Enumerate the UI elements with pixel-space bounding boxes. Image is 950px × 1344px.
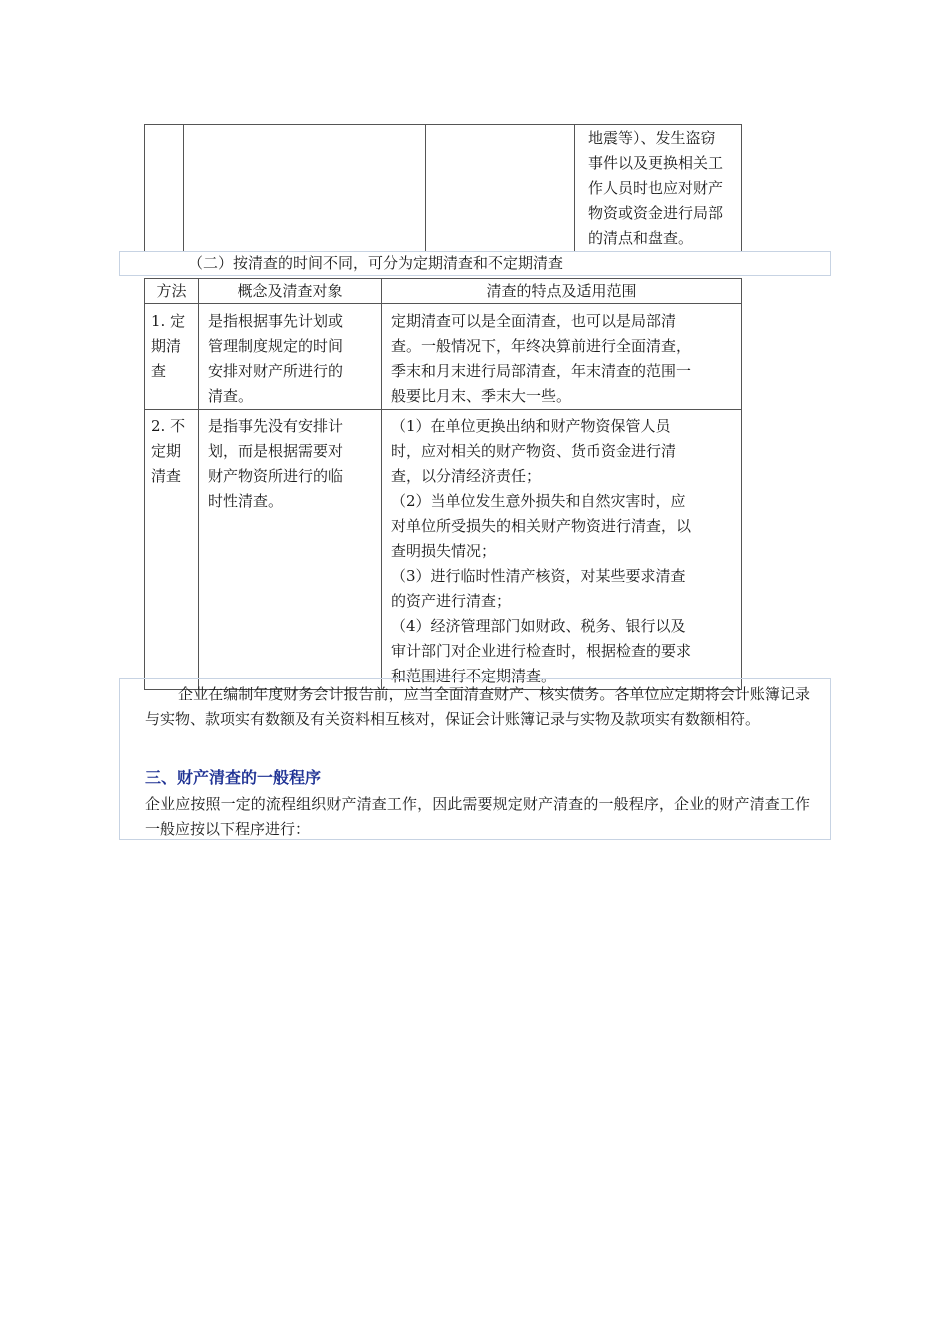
continued-table xyxy=(144,124,742,252)
features-cell xyxy=(382,410,742,690)
method-text: 2. 不 定期 清查 xyxy=(151,417,186,485)
sub-heading: （二）按清查的时间不同，可分为定期清查和不定期清查 xyxy=(188,254,564,272)
empty-cell xyxy=(184,125,426,252)
table-header-row xyxy=(145,279,742,304)
method-cell xyxy=(145,410,199,690)
method-cell xyxy=(145,304,199,410)
continued-text-cell xyxy=(575,125,742,252)
header-concept: 概念及清查对象 xyxy=(199,279,382,304)
table-row xyxy=(145,410,742,690)
concept-cell xyxy=(199,304,382,410)
concept-text: 是指事先没有安排计 划，而是根据需要对 财产物资所进行的临 时性清查。 xyxy=(208,417,344,510)
header-features: 清查的特点及适用范围 xyxy=(382,279,742,304)
empty-cell xyxy=(145,125,184,252)
header-method: 方法 xyxy=(145,279,199,304)
paragraph-annual-check: 企业在编制年度财务会计报告前，应当全面清查财产、核实债务。各单位应定期将会计账簿记录与实物、款项实有数额及有关资料相互核对，保证会计账簿记录与实物及款项实有数额相符。 xyxy=(145,685,810,728)
inventory-method-table xyxy=(144,278,742,690)
section-title: 三、财产清查的一般程序 xyxy=(145,768,322,787)
continued-text: 地震等）、发生盗窃 事件以及更换相关工 作人员时也应对财产 物资或资金进行局部 的清点和盘查。 xyxy=(588,129,724,247)
method-text: 1. 定 期清 查 xyxy=(151,312,186,380)
concept-cell xyxy=(199,410,382,690)
empty-cell xyxy=(426,125,575,252)
sub-heading-box xyxy=(119,251,831,276)
concept-text: 是指根据事先计划或 管理制度规定的时间 安排对财产所进行的 清查。 xyxy=(208,312,344,405)
paragraph-procedure: 企业应按照一定的流程组织财产清查工作，因此需要规定财产清查的一般程序，企业的财产清查工作一般应按以下程序进行： xyxy=(145,795,810,838)
info-box xyxy=(119,678,831,840)
features-text: （1）在单位更换出纳和财产物资保管人员 时，应对相关的财产物资、货币资金进行清 查，以分清经济责任； （2）当单位发生意外损失和自然灾害时，应 对单位所受损失的相关财产物资进行清查，以 查明损失情况； （3）进行临时性清产核资，对某些要求清查 的资产进行清查； （4）经济管理部门如财政、税务、银行以及 审计部门对企业进行检查时，根据检查的要求 和范围进行不定期清查。 xyxy=(391,417,692,685)
table-row xyxy=(145,304,742,410)
features-cell xyxy=(382,304,742,410)
features-text: 定期清查可以是全面清查，也可以是局部清 查。一般情况下，年终决算前进行全面清查， 季末和月末进行局部清查，年末清查的范围一 般要比月末、季末大一些。 xyxy=(391,312,692,405)
